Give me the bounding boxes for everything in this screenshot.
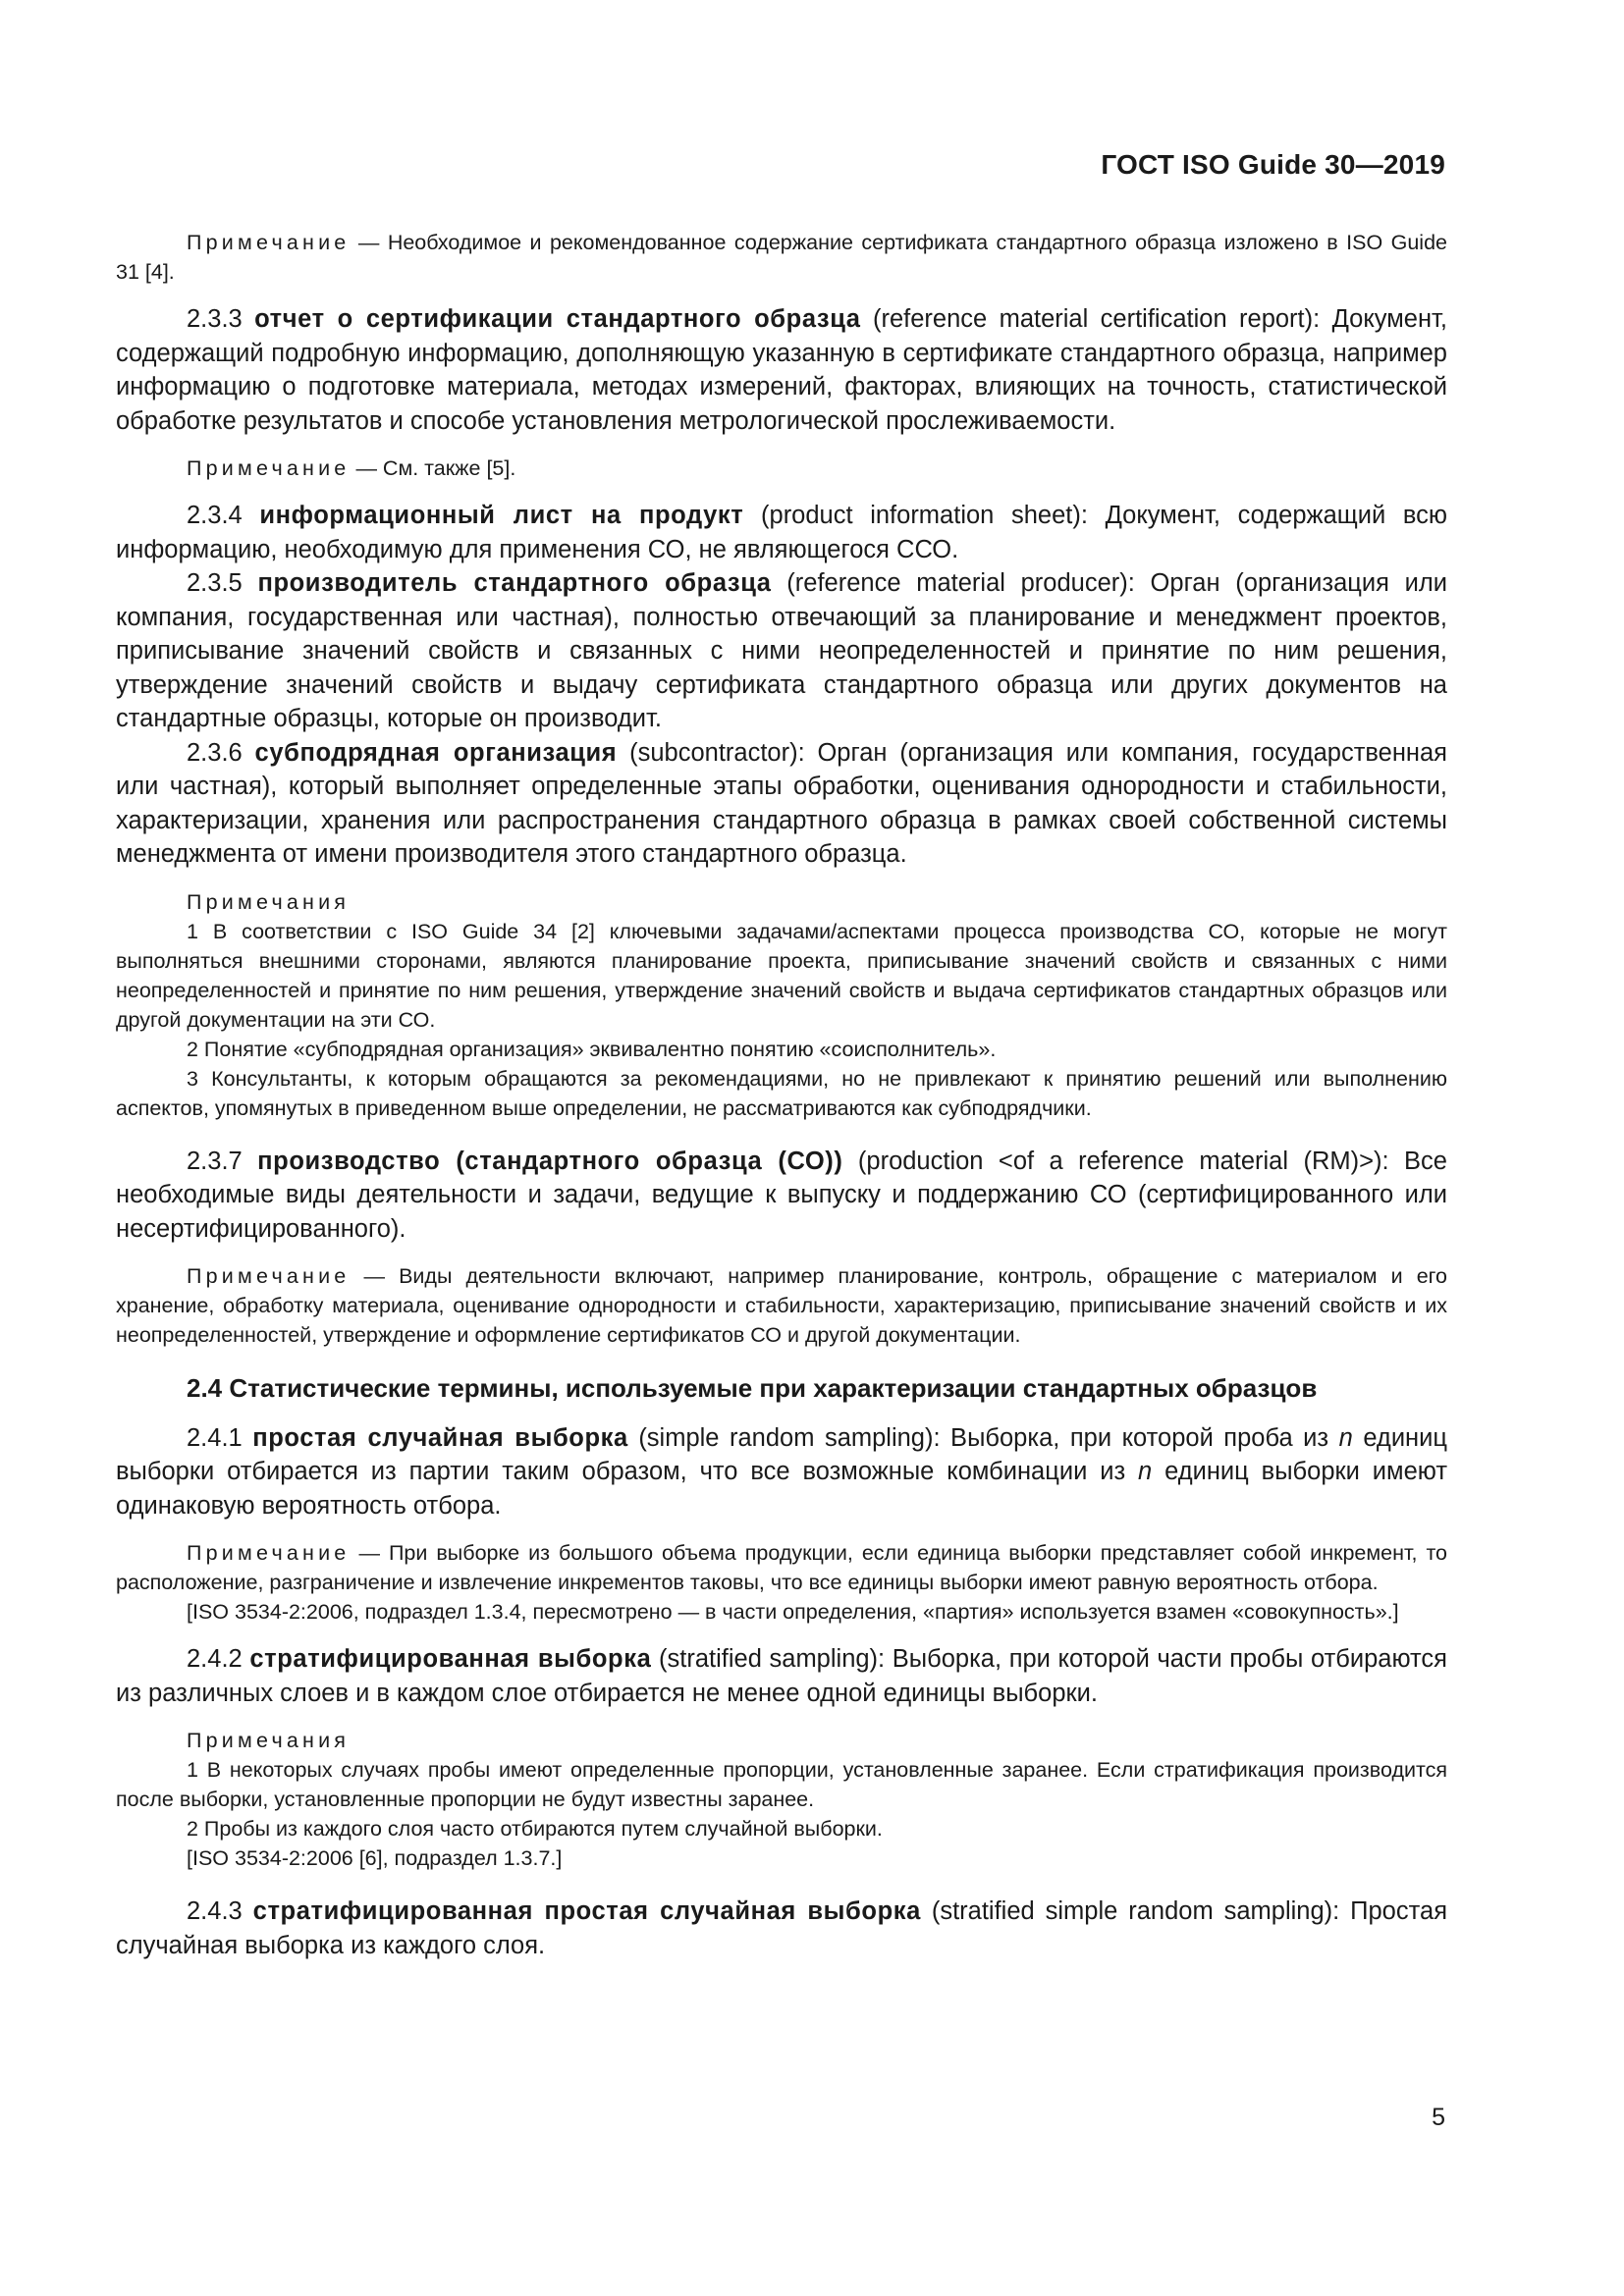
variable-n: n bbox=[1338, 1423, 1353, 1452]
note-2-3-3: Примечание — См. также [5]. bbox=[187, 456, 516, 480]
definition-2-4-2: 2.4.2 стратифицированная выборка (stratified sampling): Выборка, при которой части пробы отбираются из различных слоев и в каждом слое отбирается не менее одной единицы выборки. bbox=[116, 1645, 1447, 1707]
definition-2-3-3: 2.3.3 отчет о сертификации стандартного образца (reference material certification report): Документ, содержащий подробную информацию, дополняющую указанную в сертификате стандартного образца, например информацию о подготовке материала, методах измерений, факторах, влияющих на точность, статистической обработке результатов и способе установления метрологической прослеживаемости. bbox=[116, 305, 1447, 435]
note-label: Примечание bbox=[187, 456, 351, 480]
term-2-3-5: производитель стандартного образца bbox=[257, 569, 772, 597]
definition-2-3-4: 2.3.4 информационный лист на продукт (product information sheet): Документ, содержащий всю информацию, необходимую для применения СО, не являющегося ССО. bbox=[116, 502, 1447, 563]
definition-2-3-7: 2.3.7 производство (стандартного образца (СО)) (production <of a reference material (RM)>): Все необходимые виды деятельности и задачи, ведущие к выпуску и поддержанию СО (сертифицированного или несертифицированного). bbox=[116, 1147, 1447, 1243]
document-header: ГОСТ ISO Guide 30—2019 bbox=[1101, 149, 1445, 180]
note-label: Примечание bbox=[187, 231, 351, 254]
term-2-3-3: отчет о сертификации стандартного образца bbox=[254, 305, 861, 333]
term-2-4-2: стратифицированная выборка bbox=[249, 1645, 652, 1673]
term-2-3-4: информационный лист на продукт bbox=[259, 502, 744, 529]
notes-label: Примечания bbox=[187, 889, 351, 914]
note-2-4-1: Примечание — При выборке из большого объема продукции, если единица выборки представляет собой инкремент, то расположение, разграничение и извлечение инкрементов таковы, что все единицы выборки имеют равную вероятность отбора. bbox=[116, 1541, 1448, 1594]
section-heading-2-4: 2.4 Статистические термины, используемые при характеризации стандартных образцов bbox=[187, 1373, 1318, 1403]
note-2-4-2-reference: [ISO 3534-2:2006 [6], подраздел 1.3.7.] bbox=[187, 1846, 563, 1870]
note-2-4-2-1: 1 В некоторых случаях пробы имеют определенные пропорции, установленные заранее. Если стратификация производится после выборки, установленные пропорции не будут известны заранее. bbox=[116, 1758, 1447, 1811]
definition-2-4-3: 2.4.3 стратифицированная простая случайная выборка (stratified simple random sampling): Простая случайная выборка из каждого слоя. bbox=[116, 1897, 1447, 1959]
note-2-3-2: Примечание — Необходимое и рекомендованное содержание сертификата стандартного образца изложено в ISO Guide 31 [4]. bbox=[116, 231, 1447, 284]
notes-label: Примечания bbox=[187, 1729, 351, 1752]
term-2-3-7: производство (стандартного образца (СО)) bbox=[257, 1147, 843, 1175]
term-2-4-3: стратифицированная простая случайная выборка bbox=[252, 1897, 921, 1925]
page-number: 5 bbox=[1432, 2104, 1445, 2131]
note-2-4-2-2: 2 Пробы из каждого слоя часто отбираются путем случайной выборки. bbox=[187, 1817, 883, 1841]
term-2-4-1: простая случайная выборка bbox=[252, 1423, 628, 1452]
variable-n: n bbox=[1138, 1458, 1153, 1485]
note-2-3-6-3: 3 Консультанты, к которым обращаются за рекомендациями, но не привлекают к принятию решений или выполнению аспектов, упомянутых в приведенном выше определении, не рассматриваются как субподрядчики. bbox=[116, 1066, 1447, 1120]
note-2-3-6-1: 1 В соответствии с ISO Guide 34 [2] ключевыми задачами/аспектами процесса производства СО, которые не могут выполняться внешними сторонами, являются планирование проекта, приписывание значений свойств и связанных с ними неопределенностей и принятие по ним решения, утверждение значений свойств и выдача сертификатов стандартных образцов или другой документации на эти СО. bbox=[116, 919, 1447, 1032]
note-2-3-7: Примечание — Виды деятельности включают, например планирование, контроль, обращение с материалом и его хранение, обработку материала, оценивание однородности и стабильности, характеризацию, приписывание значений свойств и их неопределенностей, утверждение и оформление сертификатов СО и другой документации. bbox=[116, 1264, 1447, 1347]
notes-2-3-6-label bbox=[116, 887, 1447, 917]
note-label: Примечание bbox=[187, 1264, 351, 1288]
definition-2-4-1: 2.4.1 простая случайная выборка (simple random sampling): Выборка, при которой проба из n единиц выборки отбирается из партии таким образом, что все возможные комбинации из n единиц выборки имеют одинаковую вероятность отбора. bbox=[116, 1423, 1447, 1520]
note-2-4-1-reference: [ISO 3534-2:2006, подраздел 1.3.4, пересмотрено — в части определения, «партия» используется взамен «совокупность».] bbox=[187, 1600, 1399, 1624]
document-body bbox=[116, 228, 1447, 1962]
definition-2-3-6: 2.3.6 субподрядная организация (subcontractor): Орган (организация или компания, государственная или частная), который выполняет определенные этапы обработки, оценивания однородности и стабильности, характеризации, хранения или распространения стандартного образца в рамках своей собственной системы менеджмента от имени производителя этого стандартного образца. bbox=[116, 738, 1447, 868]
note-2-3-6-2: 2 Понятие «субподрядная организация» эквивалентно понятию «соисполнитель». bbox=[187, 1037, 997, 1061]
term-2-3-6: субподрядная организация bbox=[254, 738, 618, 767]
note-label: Примечание bbox=[187, 1541, 351, 1565]
notes-2-4-2-label bbox=[116, 1726, 1447, 1755]
definition-2-3-5: 2.3.5 производитель стандартного образца (reference material producer): Орган (организация или компания, государственная или частная), полностью отвечающий за планирование и менеджмент проектов, приписывание значений свойств и связанных с ними неопределенностей и принятие по ним решения, утверждение значений свойств и выдачу сертификата стандартного образца или других документов на стандартные образцы, которые он производит. bbox=[116, 569, 1447, 732]
